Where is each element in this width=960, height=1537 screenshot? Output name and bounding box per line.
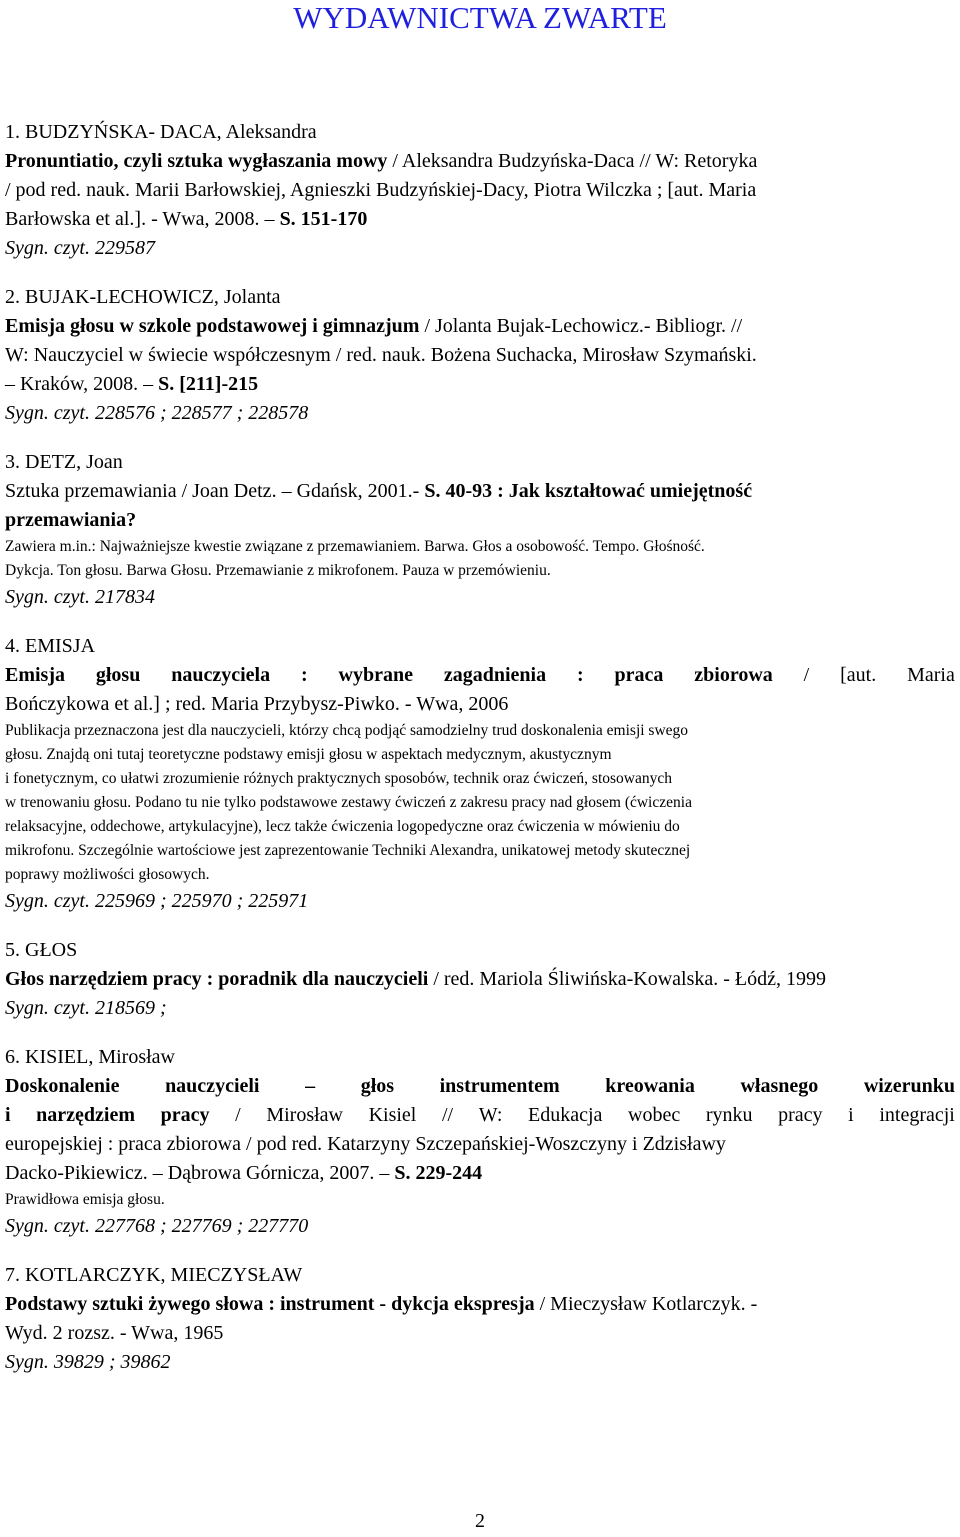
entry-header: 6. KISIEL, Mirosław (5, 1046, 175, 1068)
page-number: 2 (475, 1510, 485, 1532)
entry-line: Emisja głosu nauczyciela : wybrane zagadnienia : praca zbiorowa / [aut. Maria (5, 664, 955, 686)
entry-note: głosu. Znajdą oni tutaj teoretyczne podstawy emisji głosu w aspektach medycznym, akustycznym (5, 746, 612, 763)
entry-note: relaksacyjne, oddechowe, artykulacyjne), lecz także ćwiczenia logopedyczne oraz ćwiczenia w mówieniu do (5, 818, 680, 835)
page-title: WYDAWNICTWA ZWARTE (293, 0, 667, 35)
entry-5 (5, 936, 955, 1023)
entry-4 (5, 632, 955, 916)
entry-note: w trenowaniu głosu. Podano tu nie tylko podstawowe zestawy ćwiczeń z zakresu pracy nad głosem (ćwiczenia (5, 794, 692, 811)
entry-note: Publikacja przeznaczona jest dla nauczycieli, którzy chcą podjąć samodzielny trud doskonalenia emisji swego (5, 722, 689, 739)
entry-7 (5, 1261, 955, 1377)
entry-sygn: Sygn. czyt. 228576 ; 228577 ; 228578 (5, 402, 309, 424)
entry-line: i narzędziem pracy / Mirosław Kisiel // W: Edukacja wobec rynku pracy i integracji (5, 1104, 955, 1126)
entry-line: – Kraków, 2008. – S. [211]-215 (5, 373, 259, 395)
entry-line: / pod red. nauk. Marii Barłowskiej, Agnieszki Budzyńskiej-Dacy, Piotra Wilczka ; [aut. Maria (5, 179, 757, 201)
entry-line: Doskonalenie nauczycieli – głos instrumentem kreowania własnego wizerunku (5, 1075, 955, 1097)
entry-header: 2. BUJAK-LECHOWICZ, Jolanta (5, 286, 281, 308)
entry-note: poprawy możliwości głosowych. (5, 866, 210, 883)
entry-line: Podstawy sztuki żywego słowa : instrument - dykcja ekspresja / Mieczysław Kotlarczyk. - (5, 1293, 758, 1315)
entry-note: i fonetycznym, co ułatwi zrozumienie różnych praktycznych sposobów, technik oraz ćwiczeń, stosowanych (5, 770, 672, 787)
entry-line: Wyd. 2 rozsz. - Wwa, 1965 (5, 1322, 224, 1344)
entry-sygn: Sygn. czyt. 218569 ; (5, 997, 167, 1019)
entry-sygn: Sygn. czyt. 227768 ; 227769 ; 227770 (5, 1215, 309, 1237)
entry-note: Dykcja. Ton głosu. Barwa Głosu. Przemawianie z mikrofonem. Pauza w przemówieniu. (5, 562, 551, 579)
entry-header: 1. BUDZYŃSKA- DACA, Aleksandra (5, 121, 317, 143)
entry-line: Emisja głosu w szkole podstawowej i gimnazjum / Jolanta Bujak-Lechowicz.- Bibliogr. // (5, 315, 743, 337)
entry-sygn: Sygn. czyt. 225969 ; 225970 ; 225971 (5, 890, 309, 912)
entry-line: europejskiej : praca zbiorowa / pod red. Katarzyny Szczepańskiej-Woszczyny i Zdzisławy (5, 1133, 726, 1155)
entry-header: 3. DETZ, Joan (5, 451, 123, 473)
entry-3 (5, 448, 955, 612)
bibliography-list (5, 118, 955, 1377)
entry-line: W: Nauczyciel w świecie współczesnym / red. nauk. Bożena Suchacka, Mirosław Szymański. (5, 344, 757, 366)
entry-line: Głos narzędziem pracy : poradnik dla nauczycieli / red. Mariola Śliwińska-Kowalska. - Łódź, 1999 (5, 968, 827, 990)
entry-sygn: Sygn. czyt. 229587 (5, 237, 155, 259)
entry-note: mikrofonu. Szczególnie wartościowe jest zaprezentowanie Techniki Alexandra, unikatowej metody skutecznej (5, 842, 691, 859)
entry-header: 7. KOTLARCZYK, MIECZYSŁAW (5, 1264, 303, 1286)
entry-6 (5, 1043, 955, 1241)
entry-line: Dacko-Pikiewicz. – Dąbrowa Górnicza, 2007. – S. 229-244 (5, 1162, 483, 1184)
entry-title: Pronuntiatio, czyli sztuka wygłaszania mowy (5, 150, 388, 172)
entry-sygn: Sygn. czyt. 217834 (5, 586, 155, 608)
entry-1 (5, 118, 955, 263)
entry-line: Sztuka przemawiania / Joan Detz. – Gdańsk, 2001.- S. 40-93 : Jak kształtować umiejętność (5, 480, 753, 502)
entry-line: Pronuntiatio, czyli sztuka wygłaszania mowy / Aleksandra Budzyńska-Daca // W: Retoryka (5, 150, 758, 172)
entry-line: Bończykowa et al.] ; red. Maria Przybysz-Piwko. - Wwa, 2006 (5, 693, 509, 715)
entry-note: Prawidłowa emisja głosu. (5, 1191, 165, 1208)
entry-sygn: Sygn. 39829 ; 39862 (5, 1351, 171, 1373)
entry-line: Barłowska et al.]. - Wwa, 2008. – S. 151-170 (5, 208, 368, 230)
entry-note: Zawiera m.in.: Najważniejsze kwestie związane z przemawianiem. Barwa. Głos a osobowość. Tempo. Głośność. (5, 538, 705, 555)
entry-header: 4. EMISJA (5, 635, 96, 657)
entry-header: 5. GŁOS (5, 939, 78, 961)
entry-line: przemawiania? (5, 509, 137, 531)
entry-2 (5, 283, 955, 428)
